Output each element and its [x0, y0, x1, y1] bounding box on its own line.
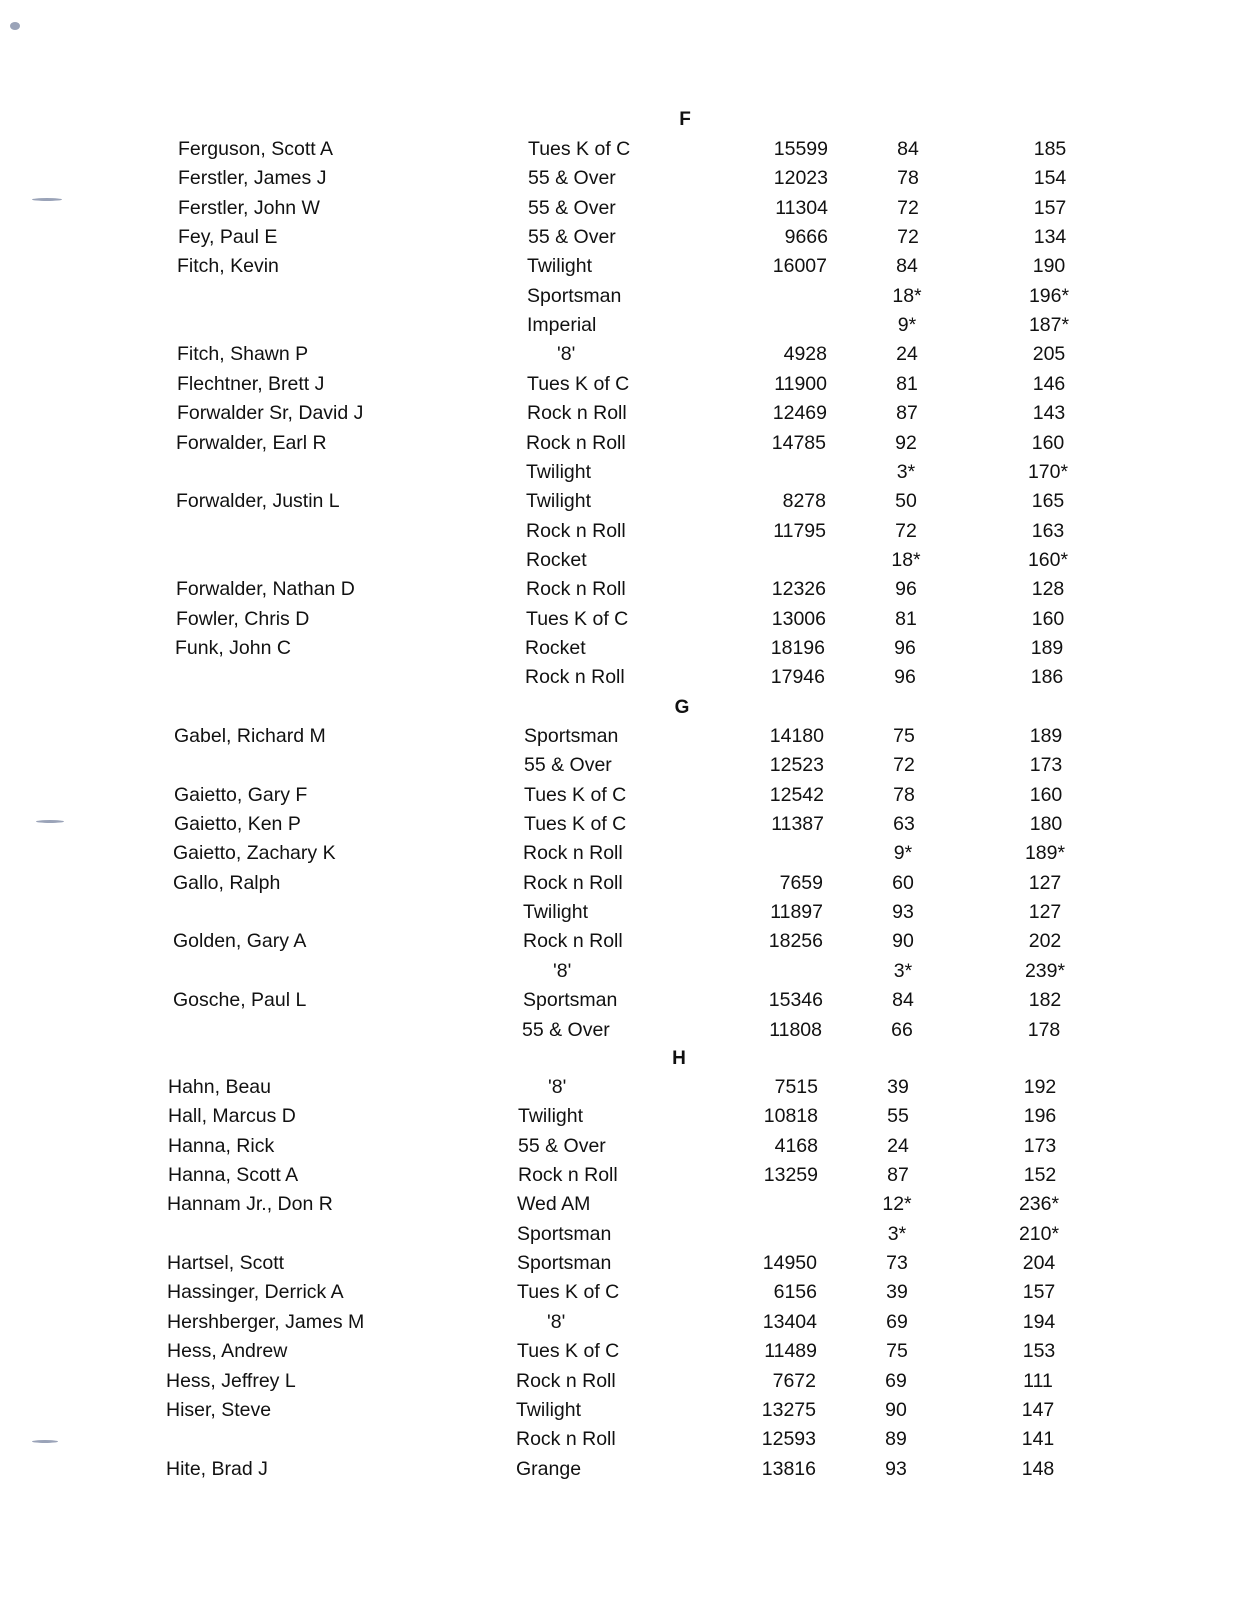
league-name: Twilight	[518, 1105, 584, 1127]
games-count: 93	[885, 1458, 907, 1480]
average-score: 146	[1032, 373, 1066, 395]
total-pins: 12326	[771, 578, 826, 600]
scan-artifact-mark	[10, 22, 20, 30]
league-name: Sportsman	[524, 725, 619, 747]
bowler-name: Ferstler, James J	[178, 167, 327, 189]
games-count: 55	[887, 1105, 909, 1127]
bowler-name: Gabel, Richard M	[174, 725, 326, 747]
total-pins: 11808	[769, 1019, 822, 1041]
total-pins: 7515	[774, 1076, 818, 1098]
games-count: 81	[896, 373, 918, 395]
games-count: 96	[894, 666, 916, 688]
games-count: 3*	[893, 960, 913, 982]
total-pins: 7672	[772, 1370, 816, 1392]
games-count: 18*	[892, 285, 922, 307]
games-count: 50	[895, 490, 917, 512]
league-name: Tues K of C	[524, 784, 627, 806]
total-pins: 11900	[774, 373, 827, 395]
games-count: 12*	[882, 1193, 912, 1215]
average-score: 157	[1022, 1281, 1056, 1303]
bowler-name: Gaietto, Zachary K	[173, 842, 336, 864]
games-count: 93	[892, 901, 914, 923]
bowler-name: Hiser, Steve	[166, 1399, 272, 1421]
bowler-name: Fitch, Kevin	[177, 255, 279, 277]
average-score: 143	[1032, 402, 1066, 424]
games-count: 75	[886, 1340, 908, 1362]
average-score: 170*	[1027, 461, 1069, 483]
league-name: Rock n Roll	[527, 402, 627, 424]
games-count: 84	[892, 989, 914, 1011]
league-name: 55 & Over	[524, 754, 612, 776]
games-count: 89	[885, 1428, 907, 1450]
league-name: 55 & Over	[528, 226, 616, 248]
total-pins: 18196	[770, 637, 825, 659]
league-name: Rock n Roll	[526, 432, 626, 454]
bowler-name: Ferstler, John W	[178, 197, 320, 219]
league-name: 55 & Over	[528, 167, 616, 189]
total-pins: 13275	[761, 1399, 816, 1421]
total-pins: 13404	[762, 1311, 817, 1333]
average-score: 189*	[1024, 842, 1066, 864]
league-name: Twilight	[527, 255, 593, 277]
total-pins: 18256	[768, 930, 823, 952]
games-count: 39	[886, 1281, 908, 1303]
average-score: 178	[1027, 1019, 1061, 1041]
average-score: 189	[1030, 637, 1064, 659]
bowler-name: Hanna, Scott A	[168, 1164, 299, 1186]
bowler-name: Hanna, Rick	[168, 1135, 275, 1157]
games-count: 60	[892, 872, 914, 894]
bowler-name: Fey, Paul E	[178, 226, 278, 248]
league-name: Twilight	[526, 490, 592, 512]
league-name: 55 & Over	[518, 1135, 606, 1157]
average-score: 148	[1021, 1458, 1055, 1480]
bowler-name: Hahn, Beau	[168, 1076, 271, 1098]
bowler-name: Hassinger, Derrick A	[167, 1281, 344, 1303]
average-score: 134	[1033, 226, 1067, 248]
league-name: Tues K of C	[527, 373, 630, 395]
average-score: 210*	[1018, 1223, 1060, 1245]
bowler-name: Funk, John C	[175, 637, 291, 659]
games-count: 3*	[887, 1223, 907, 1245]
total-pins: 11304	[775, 197, 828, 219]
league-name: Rock n Roll	[526, 578, 626, 600]
average-score: 127	[1028, 901, 1062, 923]
average-score: 202	[1028, 930, 1062, 952]
league-name: 55 & Over	[522, 1019, 610, 1041]
league-name: '8'	[548, 1076, 567, 1098]
bowler-name: Fitch, Shawn P	[177, 343, 309, 365]
average-score: 236*	[1018, 1193, 1060, 1215]
average-score: 205	[1032, 343, 1066, 365]
games-count: 87	[887, 1164, 909, 1186]
games-count: 96	[895, 578, 917, 600]
average-score: 111	[1023, 1370, 1053, 1392]
total-pins: 16007	[772, 255, 827, 277]
league-name: Tues K of C	[517, 1340, 620, 1362]
average-score: 128	[1031, 578, 1065, 600]
games-count: 81	[895, 608, 917, 630]
games-count: 63	[893, 813, 915, 835]
bowler-name: Hess, Jeffrey L	[166, 1370, 296, 1392]
league-name: Tues K of C	[528, 138, 631, 160]
total-pins: 12023	[773, 167, 828, 189]
total-pins: 14180	[769, 725, 824, 747]
games-count: 72	[897, 197, 919, 219]
total-pins: 17946	[770, 666, 825, 688]
games-count: 87	[896, 402, 918, 424]
league-name: Twilight	[526, 461, 592, 483]
league-name: Rocket	[525, 637, 586, 659]
league-name: '8'	[547, 1311, 566, 1333]
league-name: '8'	[557, 343, 576, 365]
bowler-name: Hite, Brad J	[166, 1458, 268, 1480]
games-count: 75	[893, 725, 915, 747]
league-name: Twilight	[516, 1399, 582, 1421]
league-name: Rock n Roll	[523, 930, 623, 952]
league-name: Grange	[516, 1458, 582, 1480]
bowler-name: Gosche, Paul L	[173, 989, 307, 1011]
average-score: 239*	[1024, 960, 1066, 982]
total-pins: 9666	[784, 226, 828, 248]
total-pins: 7659	[779, 872, 823, 894]
league-name: Rock n Roll	[518, 1164, 618, 1186]
average-score: 152	[1023, 1164, 1057, 1186]
games-count: 92	[895, 432, 917, 454]
total-pins: 6156	[773, 1281, 817, 1303]
bowler-name: Flechtner, Brett J	[177, 373, 325, 395]
average-score: 163	[1031, 520, 1065, 542]
league-name: Imperial	[527, 314, 597, 336]
average-score: 182	[1028, 989, 1062, 1011]
games-count: 73	[886, 1252, 908, 1274]
league-name: Tues K of C	[524, 813, 627, 835]
league-name: Wed AM	[517, 1193, 591, 1215]
average-score: 187*	[1028, 314, 1070, 336]
league-name: Rock n Roll	[523, 842, 623, 864]
average-score: 180	[1029, 813, 1063, 835]
bowler-name: Hershberger, James M	[167, 1311, 365, 1333]
bowler-name: Forwalder Sr, David J	[177, 402, 364, 424]
average-score: 160	[1029, 784, 1063, 806]
bowler-name: Gaietto, Ken P	[174, 813, 301, 835]
league-name: '8'	[553, 960, 572, 982]
average-score: 204	[1022, 1252, 1056, 1274]
league-name: Rock n Roll	[516, 1370, 616, 1392]
total-pins: 11897	[770, 901, 823, 923]
average-score: 141	[1021, 1428, 1055, 1450]
average-score: 196	[1023, 1105, 1057, 1127]
total-pins: 12469	[772, 402, 827, 424]
league-name: Rocket	[526, 549, 587, 571]
games-count: 18*	[891, 549, 921, 571]
total-pins: 11387	[771, 813, 824, 835]
average-score: 127	[1028, 872, 1062, 894]
average-score: 173	[1023, 1135, 1057, 1157]
scan-artifact-mark	[32, 1440, 58, 1443]
bowler-name: Hall, Marcus D	[168, 1105, 296, 1127]
section-letter: H	[672, 1048, 686, 1069]
average-score: 165	[1031, 490, 1065, 512]
bowler-name: Forwalder, Nathan D	[176, 578, 355, 600]
games-count: 69	[886, 1311, 908, 1333]
bowler-name: Golden, Gary A	[173, 930, 307, 952]
league-name: Twilight	[523, 901, 589, 923]
bowler-name: Forwalder, Earl R	[176, 432, 327, 454]
total-pins: 13006	[771, 608, 826, 630]
league-name: Tues K of C	[526, 608, 629, 630]
total-pins: 11489	[764, 1340, 817, 1362]
section-letter: G	[674, 697, 690, 718]
games-count: 66	[891, 1019, 913, 1041]
average-score: 153	[1022, 1340, 1056, 1362]
scan-artifact-mark	[36, 820, 64, 823]
scan-artifact-mark	[32, 198, 62, 201]
average-score: 160	[1031, 432, 1065, 454]
average-score: 160	[1031, 608, 1065, 630]
total-pins: 4928	[783, 343, 827, 365]
total-pins: 10818	[763, 1105, 818, 1127]
average-score: 190	[1032, 255, 1066, 277]
average-score: 189	[1029, 725, 1063, 747]
average-score: 186	[1030, 666, 1064, 688]
league-name: Sportsman	[517, 1223, 612, 1245]
games-count: 24	[887, 1135, 909, 1157]
games-count: 3*	[896, 461, 916, 483]
league-name: Sportsman	[517, 1252, 612, 1274]
league-name: Rock n Roll	[525, 666, 625, 688]
games-count: 9*	[897, 314, 917, 336]
games-count: 90	[885, 1399, 907, 1421]
total-pins: 15346	[768, 989, 823, 1011]
bowler-name: Hannam Jr., Don R	[167, 1193, 333, 1215]
league-name: Sportsman	[523, 989, 618, 1011]
average-score: 154	[1033, 167, 1067, 189]
total-pins: 12593	[761, 1428, 816, 1450]
total-pins: 13816	[761, 1458, 816, 1480]
league-name: Rock n Roll	[526, 520, 626, 542]
bowler-name: Hess, Andrew	[167, 1340, 288, 1362]
average-score: 192	[1023, 1076, 1057, 1098]
section-letter: F	[679, 109, 691, 130]
games-count: 24	[896, 343, 918, 365]
total-pins: 12542	[769, 784, 824, 806]
games-count: 72	[893, 754, 915, 776]
total-pins: 4168	[774, 1135, 818, 1157]
games-count: 72	[897, 226, 919, 248]
total-pins: 8278	[782, 490, 826, 512]
average-score: 160*	[1027, 549, 1069, 571]
average-score: 196*	[1028, 285, 1070, 307]
games-count: 78	[897, 167, 919, 189]
games-count: 78	[893, 784, 915, 806]
games-count: 84	[897, 138, 919, 160]
games-count: 96	[894, 637, 916, 659]
average-score: 194	[1022, 1311, 1056, 1333]
bowler-name: Ferguson, Scott A	[178, 138, 334, 160]
total-pins: 13259	[763, 1164, 818, 1186]
games-count: 84	[896, 255, 918, 277]
league-name: Tues K of C	[517, 1281, 620, 1303]
average-score: 173	[1029, 754, 1063, 776]
average-score: 157	[1033, 197, 1067, 219]
total-pins: 14950	[762, 1252, 817, 1274]
games-count: 69	[885, 1370, 907, 1392]
total-pins: 11795	[773, 520, 826, 542]
total-pins: 12523	[769, 754, 824, 776]
league-name: Sportsman	[527, 285, 622, 307]
bowler-name: Forwalder, Justin L	[176, 490, 340, 512]
bowler-name: Gaietto, Gary F	[174, 784, 308, 806]
bowler-name: Fowler, Chris D	[176, 608, 310, 630]
average-score: 147	[1021, 1399, 1055, 1421]
league-name: Rock n Roll	[523, 872, 623, 894]
games-count: 90	[892, 930, 914, 952]
games-count: 39	[887, 1076, 909, 1098]
league-name: Rock n Roll	[516, 1428, 616, 1450]
total-pins: 14785	[771, 432, 826, 454]
games-count: 9*	[893, 842, 913, 864]
bowler-name: Hartsel, Scott	[167, 1252, 285, 1274]
games-count: 72	[895, 520, 917, 542]
average-score: 185	[1033, 138, 1067, 160]
bowler-name: Gallo, Ralph	[173, 872, 281, 894]
total-pins: 15599	[773, 138, 828, 160]
league-name: 55 & Over	[528, 197, 616, 219]
